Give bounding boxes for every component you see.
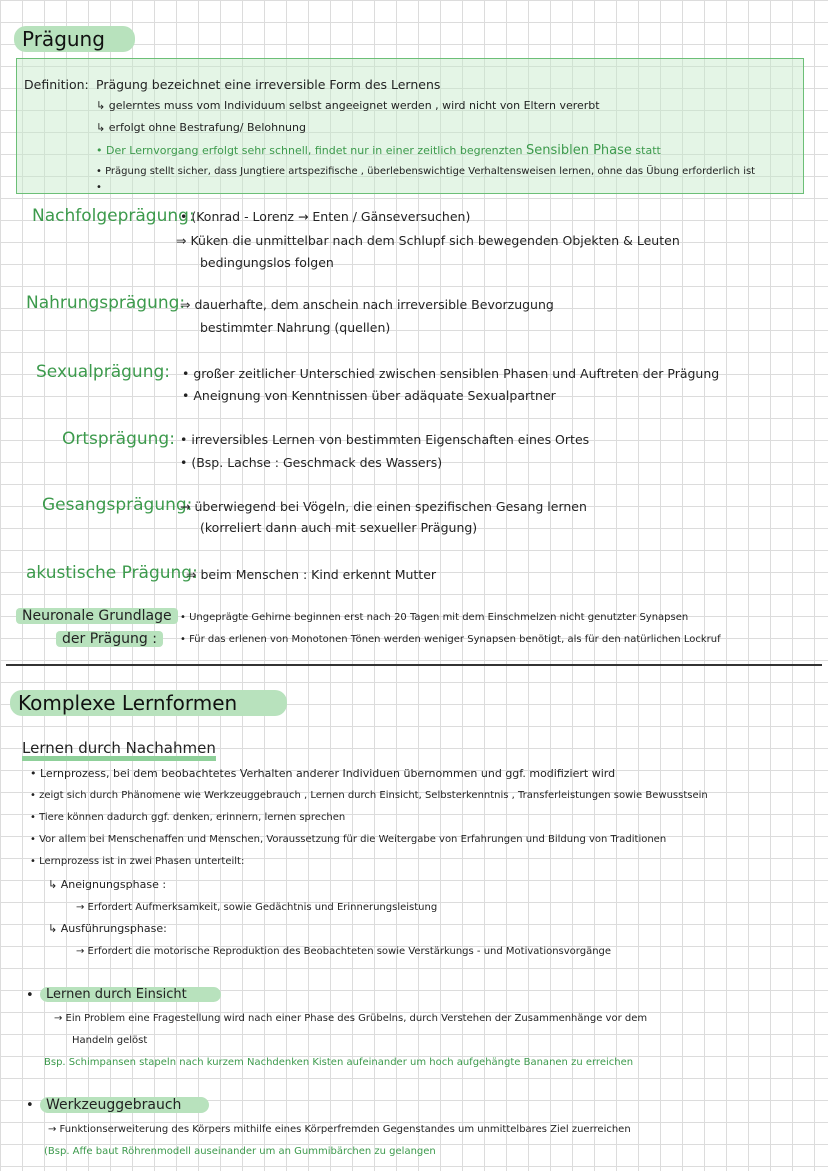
neuronale-line-1: • Ungeprägte Gehirne beginnen erst nach 20 Tagen mit dem Einschmelzen nicht genutzter Synapsen xyxy=(180,612,689,623)
sensible-phase-term: Sensiblen Phase xyxy=(525,143,632,158)
werkzeug-heading: Werkzeuggebrauch xyxy=(40,1097,209,1113)
ortspraegung-line-1: • irreversibles Lernen von bestimmten Eigenschaften eines Ortes xyxy=(180,432,590,447)
definition-bullet-jungtiere: • Prägung stellt sicher, dass Jungtiere artspezifische , überlebenswichtige Verhaltensweisen lernen, ohne das Übung erforderlich ist xyxy=(96,166,756,177)
gesangspraegung-line-2: (korreliert dann auch mit sexueller Prägung) xyxy=(200,520,478,535)
definition-label: Definition: xyxy=(24,77,89,92)
nachfolgepraegung-label: Nachfolgeprägung: xyxy=(32,206,195,226)
nachahmen-bullet-4: • Vor allem bei Menschenaffen und Menschen, Voraussetzung für die Weitergabe von Erfahrungen und Bildung von Traditionen xyxy=(30,834,667,845)
definition-line-3: ↳ erfolgt ohne Bestrafung/ Belohnung xyxy=(96,121,306,134)
einsicht-bullet: • xyxy=(26,988,34,1003)
definition-line-2: ↳ gelerntes muss vom Individuum selbst angeeignet werden , wird nicht von Eltern vererbt xyxy=(96,99,600,112)
sexualpraegung-label: Sexualprägung: xyxy=(36,362,170,382)
werkzeug-bullet: • xyxy=(26,1098,34,1113)
page-title: Prägung xyxy=(14,26,135,52)
einsicht-line-1: → Ein Problem eine Fragestellung wird nach einer Phase des Grübelns, durch Verstehen der Zusammenhänge vor dem xyxy=(54,1013,648,1024)
sexualpraegung-line-1: • großer zeitlicher Unterschied zwischen sensiblen Phasen und Auftreten der Prägung xyxy=(182,366,720,381)
neuronale-label-1: Neuronale Grundlage xyxy=(16,608,178,624)
neuronale-label-2: der Prägung : xyxy=(56,631,163,647)
section-title-komplexe-lernformen: Komplexe Lernformen xyxy=(10,690,287,716)
nachahmen-bullet-2: • zeigt sich durch Phänomene wie Werkzeuggebrauch , Lernen durch Einsicht, Selbsterkenntnis , Transferleistungen sowie Bewusstsein xyxy=(30,790,708,801)
ortspraegung-line-2: • (Bsp. Lachse : Geschmack des Wassers) xyxy=(180,455,443,470)
aneignungsphase-detail: → Erfordert Aufmerksamkeit, sowie Gedächtnis und Erinnerungsleistung xyxy=(76,902,438,913)
nachahmen-heading: Lernen durch Nachahmen xyxy=(22,740,216,761)
werkzeug-line-1: → Funktionserweiterung des Körpers mithilfe eines Körperfremden Gegenstandes um unmittelbares Ziel zuerreichen xyxy=(48,1124,631,1135)
gesangspraegung-line-1: → überwiegend bei Vögeln, die einen spezifischen Gesang lernen xyxy=(180,499,587,514)
nachfolgepraegung-line-3: bedingungslos folgen xyxy=(200,255,334,270)
definition-line-1: Prägung bezeichnet eine irreversible Form des Lernens xyxy=(96,77,441,92)
nachahmen-bullet-3: • Tiere können dadurch ggf. denken, erinnern, lernen sprechen xyxy=(30,812,346,823)
definition-line-5: Prägung stellt sicher, dass Jungtiere artspezifische , überlebenswichtige Verhaltensweisen lernen, ohne das Übung erforderlich ist xyxy=(105,166,756,177)
nachfolgepraegung-line-1: • (Konrad - Lorenz → Enten / Gänseversuchen) xyxy=(180,209,471,224)
nachahmen-bullet-5: • Lernprozess ist in zwei Phasen unterteilt: xyxy=(30,856,245,867)
nachahmen-bullet-1: • Lernprozess, bei dem beobachtetes Verhalten anderer Individuen übernommen und ggf. modifiziert wird xyxy=(30,767,616,780)
ausfuehrungsphase-detail: → Erfordert die motorische Reproduktion des Beobachteten sowie Verstärkungs - und Motivationsvorgänge xyxy=(76,946,612,957)
nahrungspraegung-line-2: bestimmter Nahrung (quellen) xyxy=(200,320,391,335)
definition-line-4-end: statt xyxy=(635,144,661,157)
definition-bullet-lernvorgang: • Der Lernvorgang erfolgt sehr schnell, findet nur in einer zeitlich begrenzten Sensiblen Phase statt xyxy=(96,143,661,158)
ausfuehrungsphase-label: ↳ Ausführungsphase: xyxy=(48,922,167,935)
aneignungsphase-label: ↳ Aneignungsphase : xyxy=(48,878,167,891)
nahrungspraegung-line-1: ⇒ dauerhafte, dem anschein nach irreversible Bevorzugung xyxy=(180,297,554,312)
definition-line-4: Der Lernvorgang erfolgt sehr schnell, findet nur in einer zeitlich begrenzten xyxy=(106,144,523,157)
nachfolgepraegung-line-2: ⇒ Küken die unmittelbar nach dem Schlupf sich bewegenden Objekten & Leuten xyxy=(176,233,680,248)
neuronale-line-2: • Für das erlenen von Monotonen Tönen werden weniger Synapsen benötigt, als für den natürlichen Lockruf xyxy=(180,634,721,645)
gesangspraegung-label: Gesangsprägung: xyxy=(42,495,193,515)
sexualpraegung-line-2: • Aneignung von Kenntnissen über adäquate Sexualpartner xyxy=(182,388,556,403)
einsicht-beispiel: Bsp. Schimpansen stapeln nach kurzem Nachdenken Kisten aufeinander um hoch aufgehängte Bananen zu erreichen xyxy=(44,1057,634,1068)
einsicht-heading: Lernen durch Einsicht xyxy=(40,987,221,1002)
werkzeug-beispiel: (Bsp. Affe baut Röhrenmodell auseinander um an Gummibärchen zu gelangen xyxy=(44,1146,436,1157)
definition-empty-bullet: • xyxy=(96,182,102,193)
akustische-praegung-line-1: ⇒ beim Menschen : Kind erkennt Mutter xyxy=(186,567,437,582)
akustische-praegung-label: akustische Prägung: xyxy=(26,563,198,583)
section-divider xyxy=(6,664,822,666)
einsicht-line-2: Handeln gelöst xyxy=(72,1035,148,1046)
nahrungspraegung-label: Nahrungsprägung: xyxy=(26,293,186,313)
ortspraegung-label: Ortsprägung: xyxy=(62,429,175,449)
